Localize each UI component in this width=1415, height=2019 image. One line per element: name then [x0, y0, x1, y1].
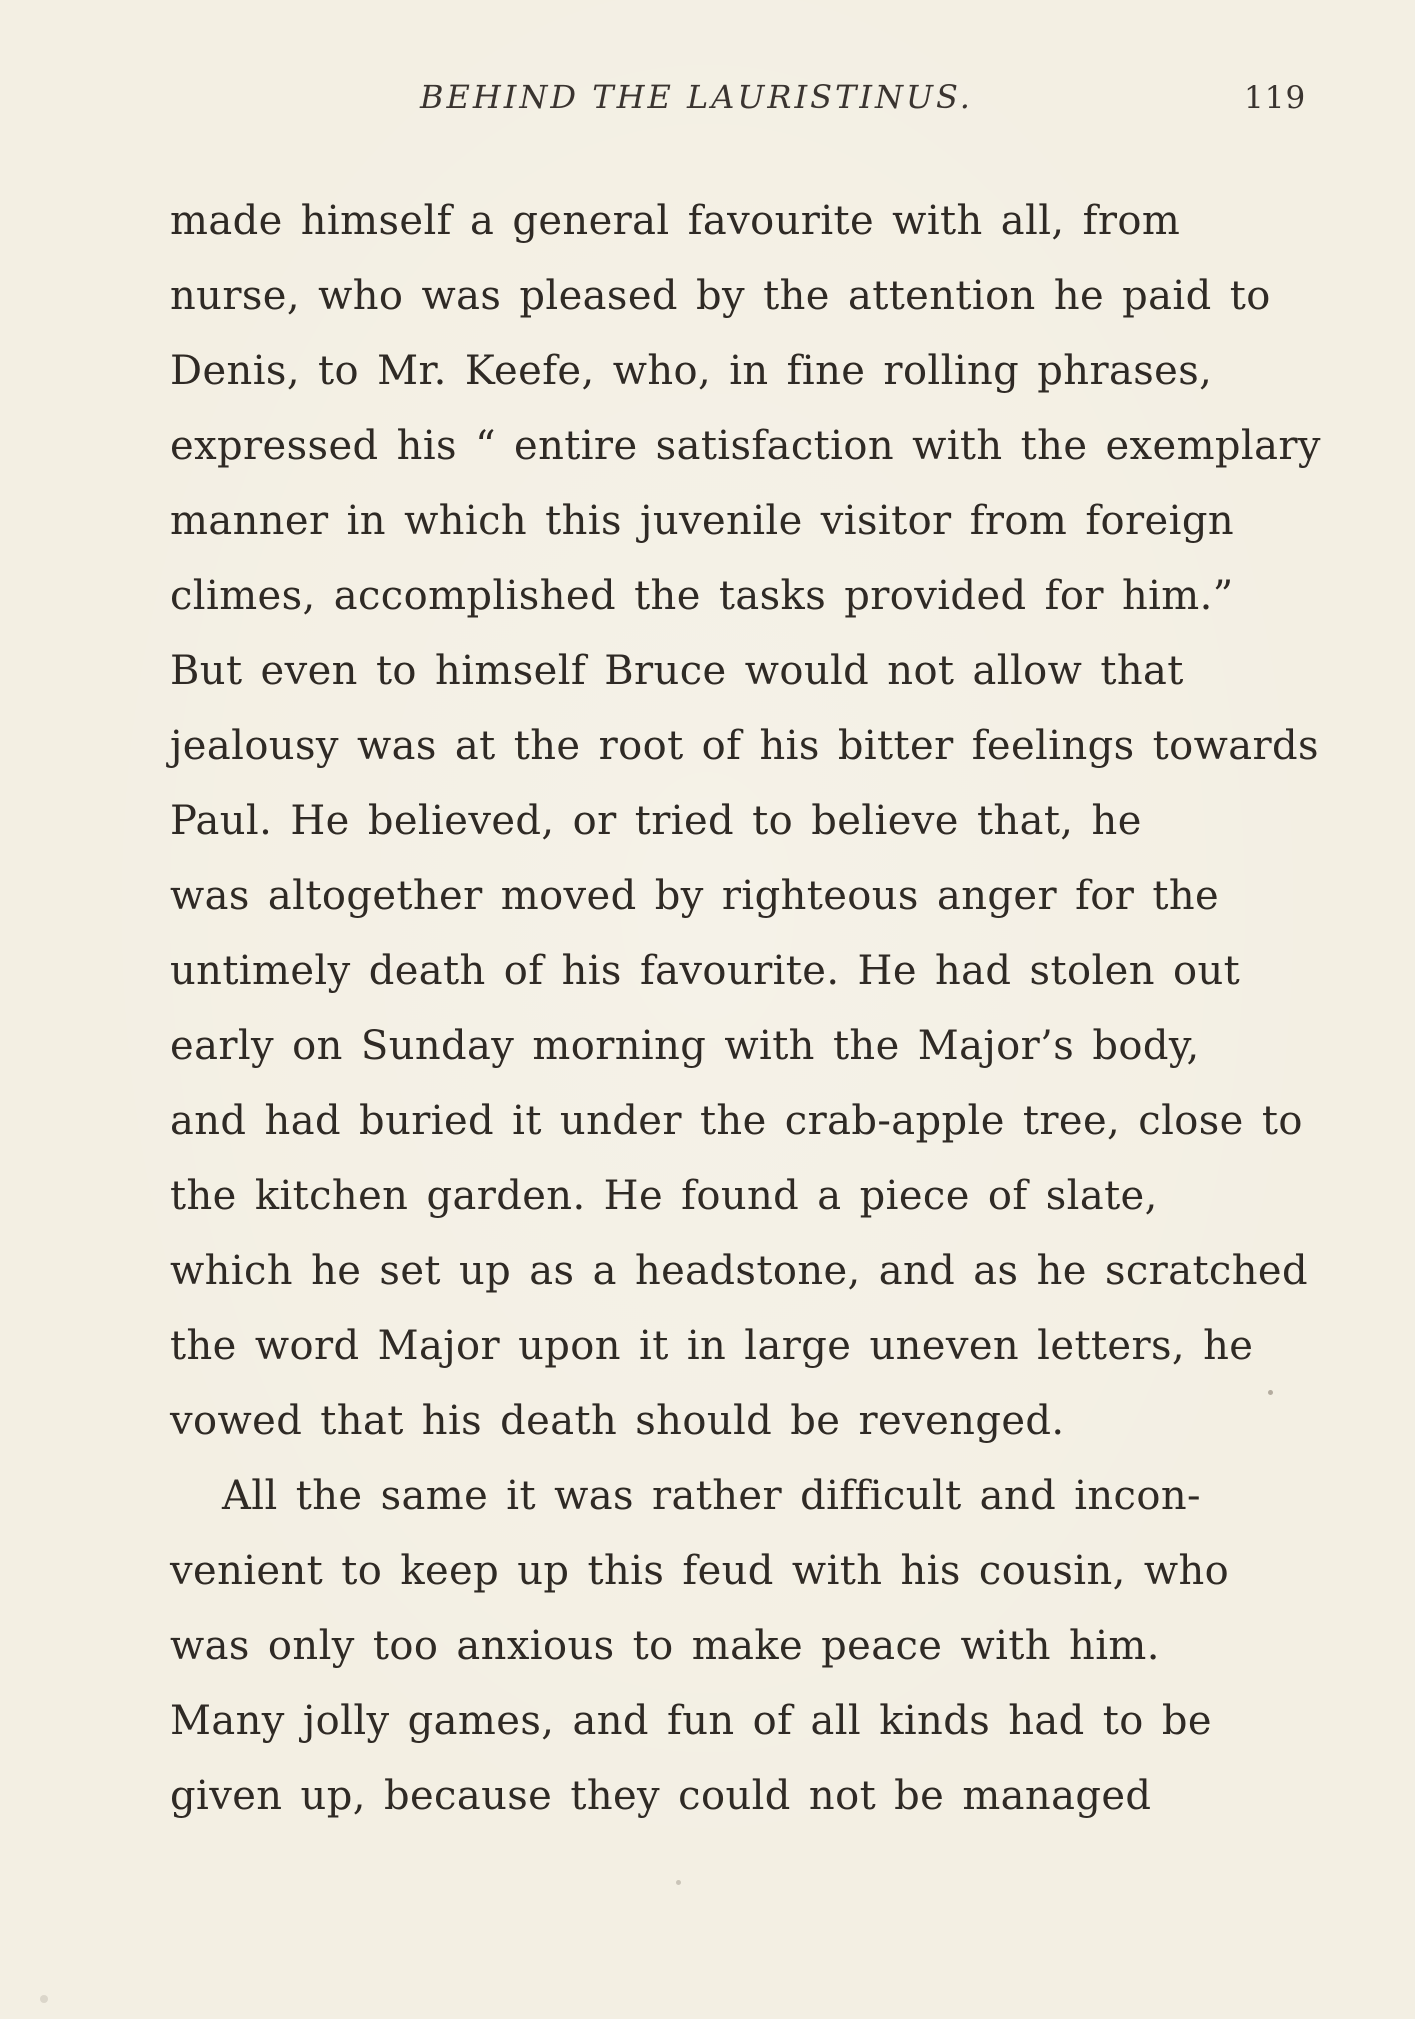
text-line: Many jolly games, and fun of all kinds had to be: [170, 1698, 1212, 1744]
text-line: expressed his “ entire satisfaction with the exemplary: [170, 423, 1321, 469]
running-title: BEHIND THE LAURISTINUS.: [420, 78, 973, 116]
text-line: early on Sunday morning with the Major’s body,: [170, 1023, 1200, 1069]
text-line: jealousy was at the root of his bitter feelings towards: [170, 723, 1319, 769]
text-line: was only too anxious to make peace with him.: [170, 1623, 1160, 1669]
body-text: [170, 184, 1321, 1834]
paper-speck: [1268, 1390, 1273, 1395]
text-line: Paul. He believed, or tried to believe that, he: [170, 798, 1142, 844]
text-line: which he set up as a headstone, and as he scratched: [170, 1248, 1308, 1294]
text-line: the word Major upon it in large uneven letters, he: [170, 1323, 1254, 1369]
text-line: manner in which this juvenile visitor from foreign: [170, 498, 1234, 544]
text-line: climes, accomplished the tasks provided for him.”: [170, 573, 1234, 619]
text-line: vowed that his death should be revenged.: [170, 1398, 1065, 1444]
text-line: given up, because they could not be managed: [170, 1773, 1152, 1819]
text-line: venient to keep up this feud with his cousin, who: [170, 1548, 1230, 1594]
text-line: But even to himself Bruce would not allow that: [170, 648, 1184, 694]
page-number: 119: [1244, 80, 1307, 116]
running-head: [0, 78, 1415, 128]
paper-speck: [676, 1880, 681, 1885]
text-line: the kitchen garden. He found a piece of slate,: [170, 1173, 1158, 1219]
text-line: and had buried it under the crab-apple tree, close to: [170, 1098, 1303, 1144]
text-line: made himself a general favourite with all, from: [170, 198, 1181, 244]
text-line: was altogether moved by righteous anger for the: [170, 873, 1220, 919]
text-line: nurse, who was pleased by the attention he paid to: [170, 273, 1271, 319]
text-line: Denis, to Mr. Keefe, who, in fine rolling phrases,: [170, 348, 1213, 394]
paper-speck: [40, 1995, 48, 2003]
paragraph-first-line: All the same it was rather difficult and incon-: [222, 1473, 1201, 1519]
text-line: untimely death of his favourite. He had stolen out: [170, 948, 1241, 994]
